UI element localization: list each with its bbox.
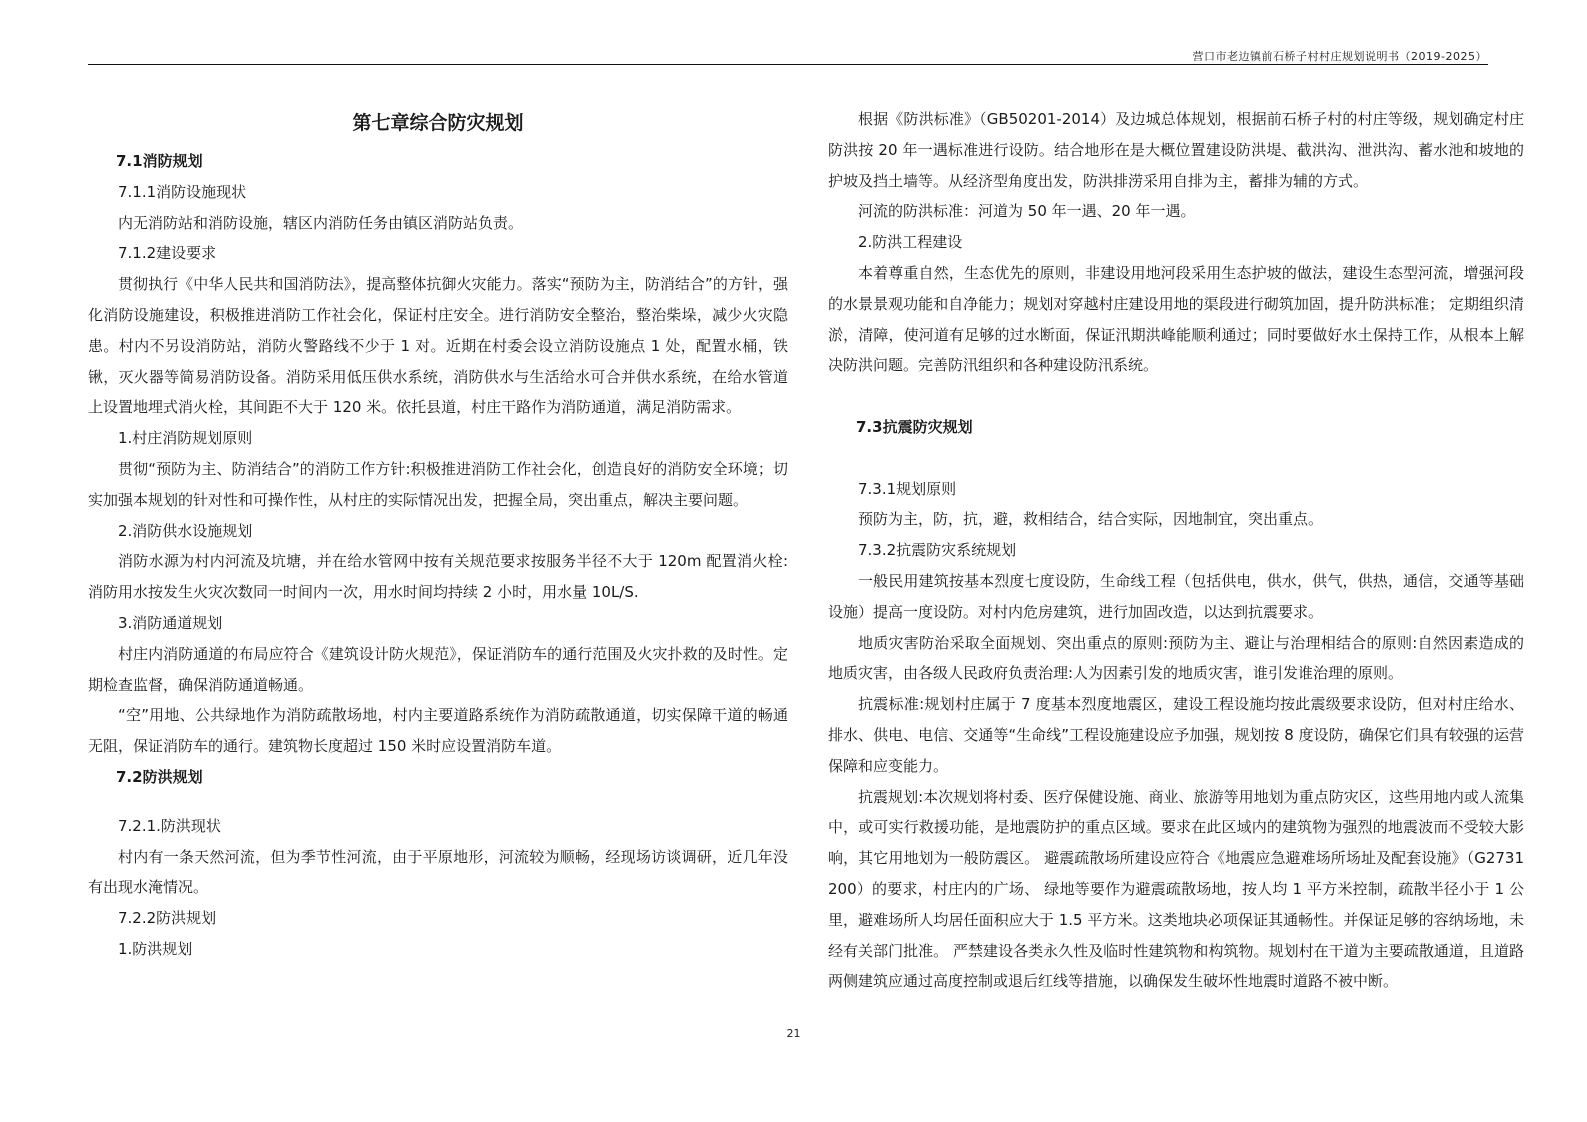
paragraph: 消防水源为村内河流及坑塘，并在给水管网中按有关规范要求按服务半径不大于 120m 配置消火栓:消防用水按发生火灾次数同一时间内一次，用水时间均持续 2 小时，用水量 10L/S.	[88, 552, 788, 602]
item-heading: 1.防洪规划	[118, 939, 193, 958]
paragraph: 根据《防洪标准》（GB50201-2014）及边城总体规划，根据前石桥子村的村庄等级，规划确定村庄防洪按 20 年一遇标准进行设防。结合地形在是大概位置建设防洪堤、截洪沟、泄洪沟、蓄水池和坡地的护坡及挡土墙等。从经济型角度出发，防洪排涝采用自排为主，蓄排为辅的方式。	[828, 110, 1524, 190]
page-number: 21	[786, 1027, 801, 1040]
paragraph: 抗震规划:本次规划将村委、医疗保健设施、商业、旅游等用地划为重点防灾区，这些用地内或人流集中，或可实行救援功能，是地震防护的重点区域。要求在此区域内的建筑物为强烈的地震波而不受较大影响，其它用地划为一般防震区。 避震疏散场所建设应符合《地震应急避难场所场址及配套设施》（G2731 200）的要求，村庄内的广场、 绿地等要作为避震疏散场地，按人均 1 平方米控制，疏散半径小于 1 公里，避难场所人均居任面积应大于 1.5 平方米。这类地块必项保证其通畅性。并保证足够的容纳场地，未经有关部门批准。 严禁建设各类永久性及临时性建筑物和构筑物。规划村在干道为主要疏散通道，且道路两侧建筑应通过高度控制或退后红线等措施，以确保发生破坏性地震时道路不被中断。	[828, 787, 1524, 991]
paragraph: “空”用地、公共绿地作为消防疏散场地，村内主要道路系统作为消防疏散通道，切实保障干道的畅通无阻，保证消防车的通行。建筑物长度超过 150 米时应设置消防车道。	[88, 706, 788, 756]
paragraph: 河流的防洪标准：河道为 50 年一遇、20 年一遇。	[858, 202, 1196, 221]
item-heading: 3.消防通道规划	[118, 613, 223, 632]
subsection-heading-7-3-2: 7.3.2抗震防灾系统规划	[858, 541, 1017, 560]
subsection-heading-7-1-2: 7.1.2建设要求	[118, 244, 217, 263]
left-column	[88, 104, 788, 965]
section-heading-7-1: 7.1消防规划	[116, 152, 203, 170]
paragraph: 贯彻执行《中华人民共和国消防法》，提高整体抗御火灾能力。落实“预防为主，防消结合”的方针，强化消防设施建设，积极推进消防工作社会化，保证村庄安全。进行消防安全整治，整治柴垛，减少火灾隐患。村内不另设消防站，消防火警路线不少于 1 对。近期在村委会设立消防设施点 1 处，配置水桶，铁锹，灭火器等简易消防设备。消防采用低压供水系统，消防供水与生活给水可合并供水系统，在给水管道上设置地埋式消火栓，其间距不大于 120 米。依托县道，村庄干路作为消防通道，满足消防需求。	[88, 275, 788, 417]
paragraph: 本着尊重自然，生态优先的原则，非建设用地河段采用生态护坡的做法，建设生态型河流，增强河段的水景景观功能和自净能力；规划对穿越村庄建设用地的渠段进行砌筑加固，提升防洪标准； 定期组织清淤，清障，使河道有足够的过水断面，保证汛期洪峰能顺利通过；同时要做好水土保持工作，从根本上解决防洪问题。完善防汛组织和各种建设防汛系统。	[828, 263, 1524, 375]
section-heading-7-3: 7.3抗震防灾规划	[856, 417, 973, 436]
subsection-heading-7-3-1: 7.3.1规划原则	[858, 479, 957, 498]
paragraph: 预防为主，防，抗，避，救相结合，结合实际，因地制宜，突出重点。	[858, 510, 1324, 529]
section-heading-7-2: 7.2防洪规划	[116, 767, 203, 786]
paragraph: 村庄内消防通道的布局应符合《建筑设计防火规范》，保证消防车的通行范围及火灾扑救的及时性。定期检查监督，确保消防通道畅通。	[88, 644, 788, 694]
right-column	[828, 104, 1524, 997]
subsection-heading-7-2-2: 7.2.2防洪规划	[118, 909, 217, 928]
chapter-title: 第七章综合防灾规划	[352, 112, 524, 134]
paragraph: 村内有一条天然河流，但为季节性河流，由于平原地形，河流较为顺畅，经现场访谈调研，近几年没有出现水淹情况。	[88, 847, 788, 897]
paragraph: 抗震标准:规划村庄属于 7 度基本烈度地震区，建设工程设施均按此震级要求设防，但对村庄给水、排水、供电、电信、交通等“生命线”工程设施建设应予加强，规划按 8 度设防，确保它们具有较强的运营保障和应变能力。	[828, 695, 1524, 775]
paragraph: 内无消防站和消防设施，辖区内消防任务由镇区消防站负责。	[118, 213, 524, 232]
paragraph: 地质灾害防治采取全面规划、突出重点的原则:预防为主、避让与治理相结合的原则:自然因素造成的地质灾害，由各级人民政府负责治理:人为因素引发的地质灾害，谁引发谁治理的原则。	[828, 633, 1524, 683]
document-header-title: 营口市老边镇前石桥子村村庄规划说明书（2019-2025）	[1192, 50, 1487, 63]
subsection-heading-7-2-1: 7.2.1.防洪现状	[118, 816, 221, 835]
header-divider	[88, 64, 1488, 65]
subsection-heading-7-1-1: 7.1.1消防设施现状	[118, 182, 247, 201]
item-heading: 1.村庄消防规划原则	[118, 429, 253, 448]
paragraph: 一般民用建筑按基本烈度七度设防，生命线工程（包括供电，供水，供气，供热，通信，交通等基础设施）提高一度设防。对村内危房建筑，进行加固改造，以达到抗震要求。	[828, 571, 1524, 621]
paragraph: 贯彻“预防为主、防消结合”的消防工作方针:积极推进消防工作社会化，创造良好的消防安全环境；切实加强本规划的针对性和可操作性，从村庄的实际情况出发，把握全局，突出重点，解决主要问题。	[88, 459, 788, 509]
item-heading: 2.消防供水设施规划	[118, 521, 253, 540]
item-heading: 2.防洪工程建设	[858, 233, 963, 252]
